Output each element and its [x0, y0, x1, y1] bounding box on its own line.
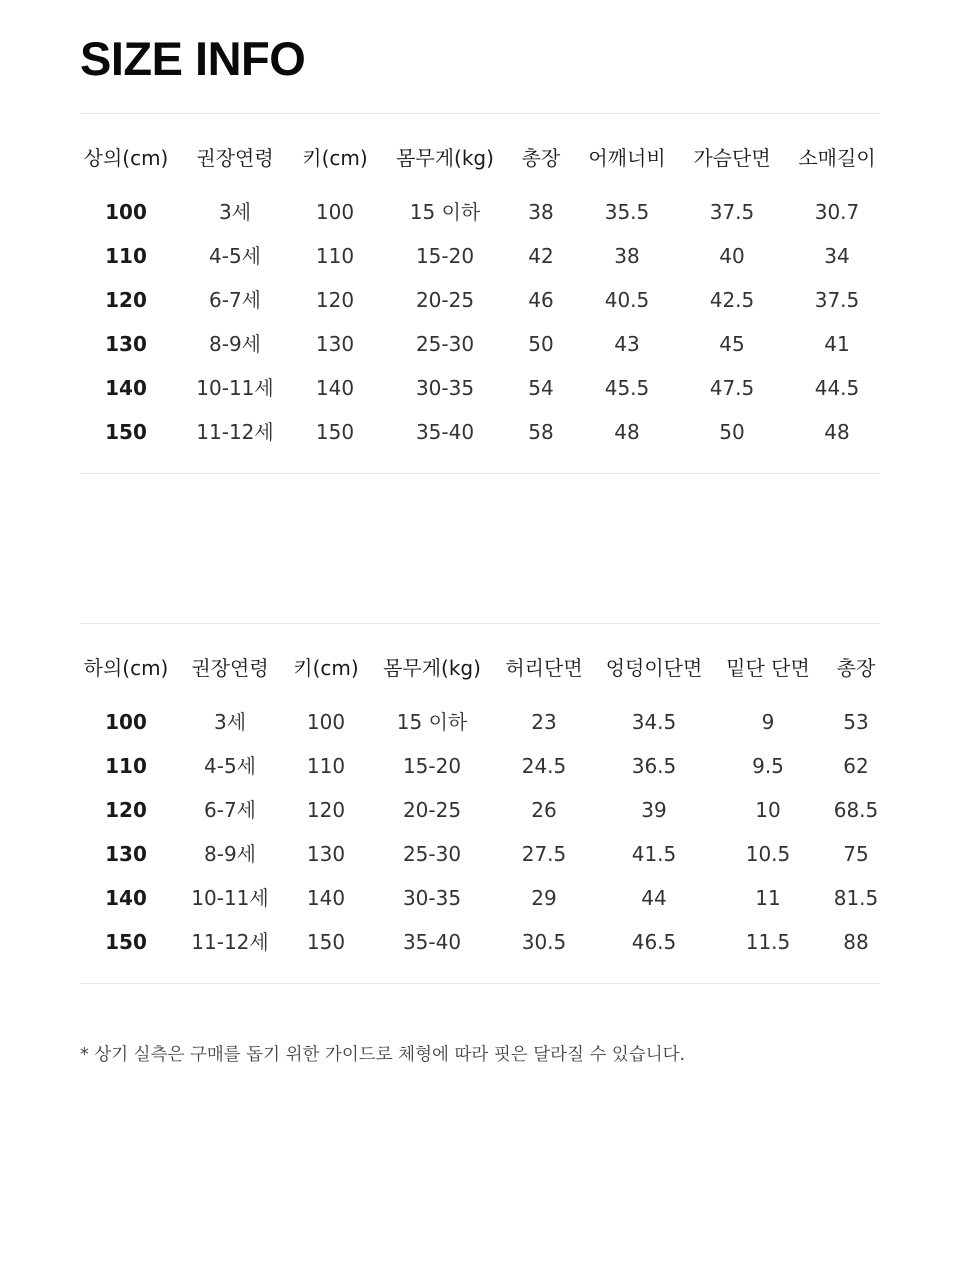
table-cell: 35-40 [402, 930, 462, 954]
table-cell: 42 [528, 244, 554, 268]
table-row [80, 366, 900, 410]
size-cell: 140 [105, 376, 147, 400]
column-header: 상의(cm) [83, 146, 169, 170]
table-cell: 25-30 [415, 332, 475, 356]
table-cell: 140 [306, 886, 346, 910]
size-cell: 110 [105, 754, 147, 778]
table-cell: 23 [531, 710, 557, 734]
table-row [80, 190, 900, 234]
page-title: SIZE INFO [80, 32, 306, 86]
size-cell: 130 [105, 842, 147, 866]
table-cell: 45.5 [604, 376, 650, 400]
table-cell: 3세 [213, 710, 247, 734]
column-header: 몸무게(kg) [383, 656, 481, 680]
table-row [80, 788, 896, 832]
table-cell: 4-5세 [204, 754, 256, 778]
table-cell: 9 [761, 710, 775, 734]
table-cell: 8-9세 [204, 842, 256, 866]
column-header: 허리단면 [505, 656, 583, 680]
column-header: 총장 [521, 146, 561, 170]
table-cell: 42.5 [709, 288, 755, 312]
column-header: 밑단 단면 [726, 656, 810, 680]
column-header: 키(cm) [302, 146, 368, 170]
table-cell: 15 이하 [396, 710, 468, 734]
table-cell: 11-12세 [196, 420, 274, 444]
table-cell: 100 [315, 200, 355, 224]
table-cell: 3세 [218, 200, 252, 224]
table-cell: 110 [306, 754, 346, 778]
table-cell: 27.5 [521, 842, 567, 866]
table-cell: 53 [843, 710, 869, 734]
table-cell: 35.5 [604, 200, 650, 224]
table-cell: 35-40 [415, 420, 475, 444]
table-cell: 15-20 [402, 754, 462, 778]
table-cell: 37.5 [814, 288, 860, 312]
table-row [80, 322, 900, 366]
table-cell: 130 [306, 842, 346, 866]
table-cell: 43 [614, 332, 640, 356]
table-cell: 11 [755, 886, 781, 910]
table-cell: 41.5 [631, 842, 677, 866]
table-cell: 44 [641, 886, 667, 910]
table-cell: 15 이하 [409, 200, 481, 224]
table-cell: 40.5 [604, 288, 650, 312]
table-cell: 20-25 [415, 288, 475, 312]
table-row [80, 278, 900, 322]
table-cell: 6-7세 [204, 798, 256, 822]
table-row [80, 920, 896, 964]
size-cell: 100 [105, 710, 147, 734]
table-cell: 130 [315, 332, 355, 356]
divider [80, 113, 880, 114]
table-cell: 10 [755, 798, 781, 822]
tops-size-table [80, 136, 900, 454]
table-cell: 26 [531, 798, 557, 822]
table-row [80, 700, 896, 744]
table-cell: 8-9세 [209, 332, 261, 356]
column-header: 키(cm) [293, 656, 359, 680]
divider [80, 623, 880, 624]
table-cell: 30-35 [415, 376, 475, 400]
table-cell: 47.5 [709, 376, 755, 400]
table-cell: 38 [528, 200, 554, 224]
table-cell: 37.5 [709, 200, 755, 224]
size-cell: 120 [105, 288, 147, 312]
table-cell: 38 [614, 244, 640, 268]
table-cell: 46 [528, 288, 554, 312]
table-cell: 10.5 [745, 842, 791, 866]
column-header: 몸무게(kg) [396, 146, 494, 170]
table-cell: 62 [843, 754, 869, 778]
size-cell: 100 [105, 200, 147, 224]
table-cell: 150 [315, 420, 355, 444]
table-cell: 48 [824, 420, 850, 444]
table-header-row [80, 646, 896, 690]
divider [80, 983, 880, 984]
size-cell: 140 [105, 886, 147, 910]
table-cell: 30-35 [402, 886, 462, 910]
table-cell: 110 [315, 244, 355, 268]
column-header: 가슴단면 [693, 146, 771, 170]
table-cell: 44.5 [814, 376, 860, 400]
table-cell: 25-30 [402, 842, 462, 866]
divider [80, 473, 880, 474]
table-cell: 24.5 [521, 754, 567, 778]
table-cell: 4-5세 [209, 244, 261, 268]
table-cell: 150 [306, 930, 346, 954]
size-cell: 130 [105, 332, 147, 356]
table-cell: 48 [614, 420, 640, 444]
size-cell: 150 [105, 930, 147, 954]
table-cell: 40 [719, 244, 745, 268]
table-cell: 6-7세 [209, 288, 261, 312]
table-cell: 10-11세 [196, 376, 274, 400]
column-header: 어깨너비 [588, 146, 666, 170]
table-cell: 120 [315, 288, 355, 312]
table-cell: 45 [719, 332, 745, 356]
table-cell: 75 [843, 842, 869, 866]
table-cell: 120 [306, 798, 346, 822]
table-header-row [80, 136, 900, 180]
column-header: 권장연령 [196, 146, 274, 170]
table-cell: 30.7 [814, 200, 860, 224]
table-cell: 34.5 [631, 710, 677, 734]
table-cell: 36.5 [631, 754, 677, 778]
table-cell: 68.5 [833, 798, 879, 822]
table-cell: 140 [315, 376, 355, 400]
table-cell: 100 [306, 710, 346, 734]
table-cell: 10-11세 [191, 886, 269, 910]
column-header: 총장 [836, 656, 876, 680]
table-row [80, 876, 896, 920]
table-cell: 9.5 [752, 754, 784, 778]
table-cell: 39 [641, 798, 667, 822]
table-cell: 11.5 [745, 930, 791, 954]
table-cell: 81.5 [833, 886, 879, 910]
table-cell: 50 [719, 420, 745, 444]
size-cell: 150 [105, 420, 147, 444]
table-cell: 34 [824, 244, 850, 268]
column-header: 소매길이 [798, 146, 876, 170]
table-cell: 88 [843, 930, 869, 954]
table-cell: 58 [528, 420, 554, 444]
table-cell: 15-20 [415, 244, 475, 268]
table-row [80, 832, 896, 876]
column-header: 하의(cm) [83, 656, 169, 680]
bottoms-size-table [80, 646, 896, 964]
table-row [80, 410, 900, 454]
table-cell: 29 [531, 886, 557, 910]
table-cell: 30.5 [521, 930, 567, 954]
table-row [80, 234, 900, 278]
size-cell: 120 [105, 798, 147, 822]
table-cell: 11-12세 [191, 930, 269, 954]
table-cell: 54 [528, 376, 554, 400]
table-row [80, 744, 896, 788]
table-cell: 20-25 [402, 798, 462, 822]
table-cell: 46.5 [631, 930, 677, 954]
column-header: 엉덩이단면 [605, 656, 703, 680]
size-disclaimer: * 상기 실측은 구매를 돕기 위한 가이드로 체형에 따라 핏은 달라질 수 있습니다. [80, 1045, 686, 1065]
column-header: 권장연령 [191, 656, 269, 680]
table-cell: 41 [824, 332, 850, 356]
table-cell: 50 [528, 332, 554, 356]
size-cell: 110 [105, 244, 147, 268]
